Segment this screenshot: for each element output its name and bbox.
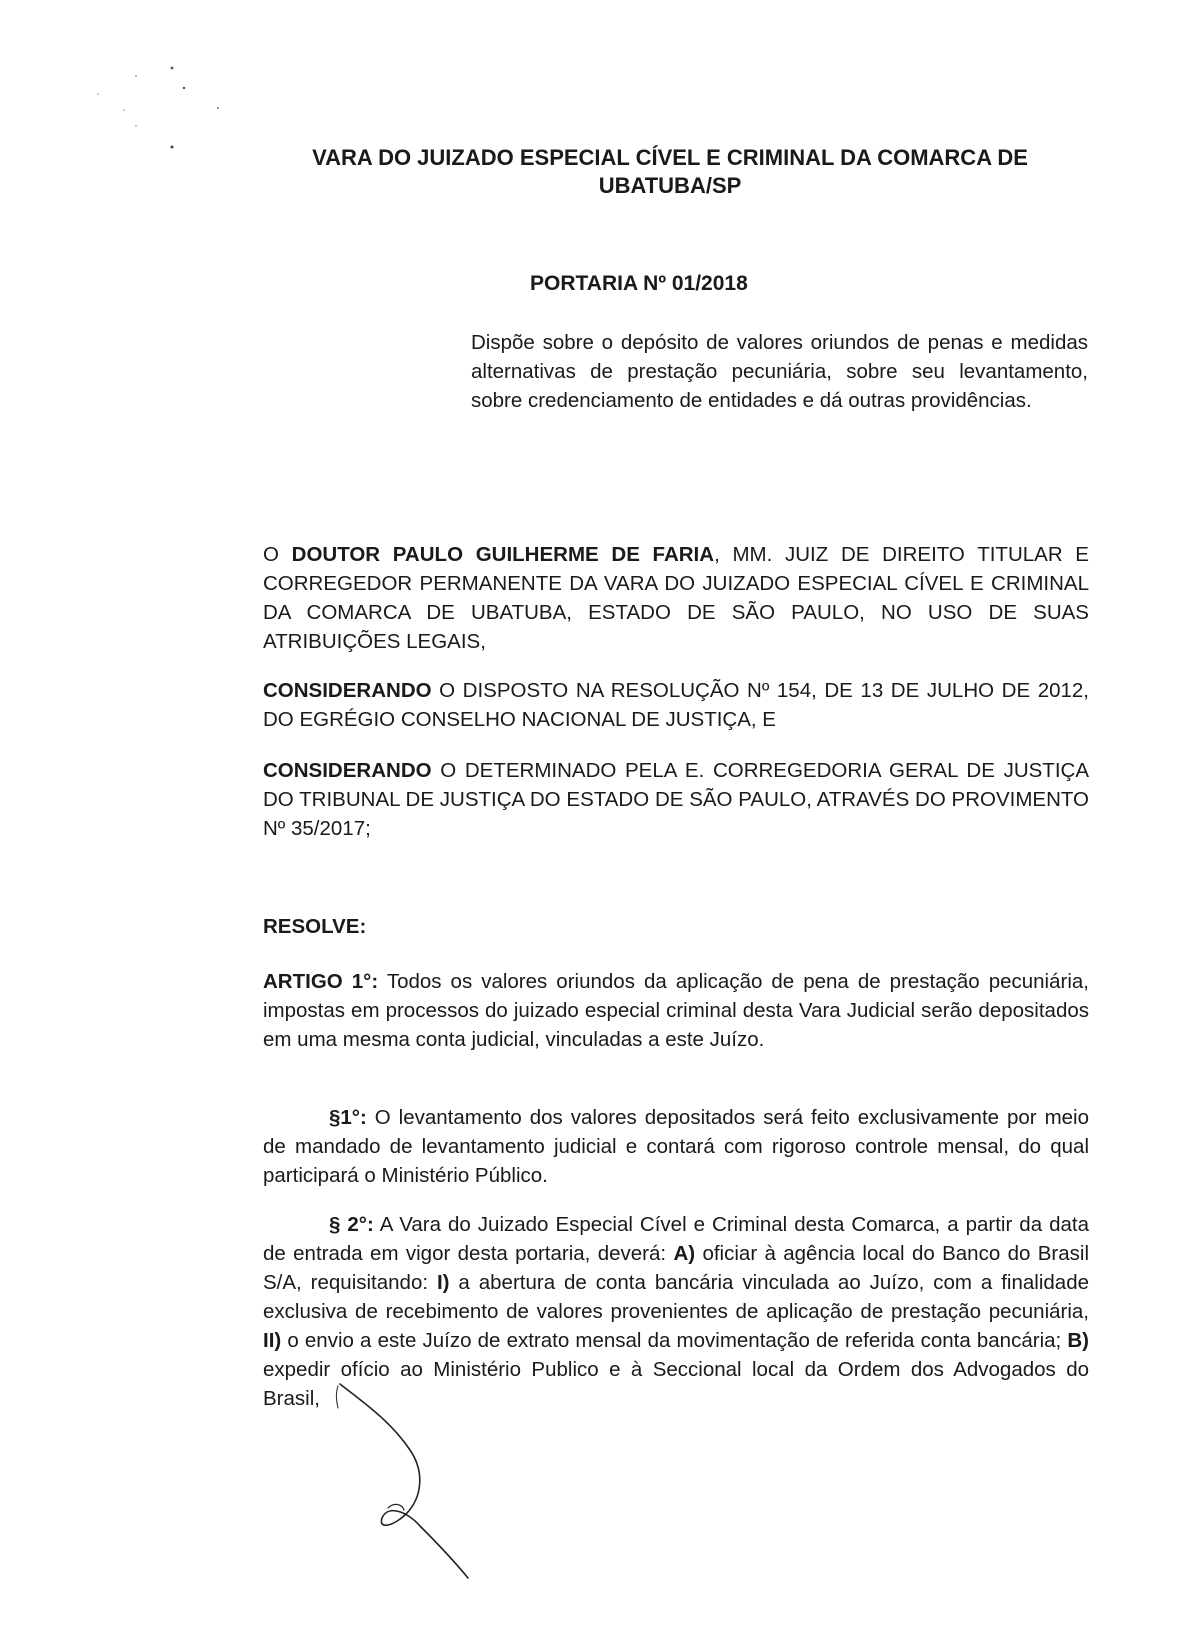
rubric-signature	[330, 1380, 490, 1580]
considerando-text: O DISPOSTO NA RESOLUÇÃO Nº 154, DE 13 DE JULHO DE 2012, DO EGRÉGIO CONSELHO NACIONAL DE JUSTIÇA, E	[263, 679, 1089, 731]
court-header	[250, 144, 1090, 200]
portaria-title: PORTARIA Nº 01/2018	[530, 272, 748, 295]
considerando-text: O DETERMINADO PELA E. CORREGEDORIA GERAL DE JUSTIÇA DO TRIBUNAL DE JUSTIÇA DO ESTADO DE SÃO PAULO, ATRAVÉS DO PROVIMENTO Nº 35/2017;	[263, 759, 1089, 840]
intro-text: , MM. JUIZ DE DIREITO TITULAR E CORREGEDOR PERMANENTE DA VARA DO JUIZADO ESPECIAL CÍVEL E CRIMINAL DA COMARCA DE UBATUBA, ESTADO DE SÃO PAULO, NO USO DE SUAS ATRIBUIÇÕES LEGAIS,	[263, 543, 1089, 653]
speck	[171, 67, 174, 70]
artigo-1-paragraph	[263, 967, 1089, 1054]
considerando-label: CONSIDERANDO	[263, 679, 432, 702]
considerando-label: CONSIDERANDO	[263, 759, 432, 782]
speck	[171, 146, 174, 149]
judge-name: DOUTOR PAULO GUILHERME DE FARIA	[291, 543, 715, 566]
resolve-heading: RESOLVE:	[263, 915, 367, 938]
speck	[135, 75, 137, 77]
court-header-line1: VARA DO JUIZADO ESPECIAL CÍVEL E CRIMINAL DA COMARCA DE	[312, 145, 1028, 170]
scan-specks	[80, 50, 240, 160]
paragrafo-1-text: O levantamento dos valores depositados será feito exclusivamente por meio de mandado de levantamento judicial e contará com rigoroso controle mensal, do qual participará o Ministério Público.	[263, 1106, 1089, 1187]
artigo-1-label: ARTIGO 1°:	[263, 970, 379, 993]
paragrafo-1-label: §1°:	[329, 1106, 367, 1129]
paragrafo-2-text: a abertura de conta bancária vinculada ao Juízo, com a finalidade exclusiva de recebimento de valores provenientes de aplicação de prestação pecuniária,	[263, 1271, 1089, 1323]
item-i-label: I)	[436, 1271, 450, 1294]
speck	[123, 109, 125, 111]
speck	[183, 87, 185, 89]
paragrafo-1	[263, 1103, 1089, 1190]
paragrafo-2-text: o envio a este Juízo de extrato mensal da movimentação de referida conta bancária;	[281, 1329, 1068, 1352]
item-b-label: B)	[1067, 1329, 1089, 1352]
speck	[97, 93, 99, 95]
intro-prefix: O	[263, 543, 292, 566]
paragrafo-2-text: expedir ofício ao Ministério Publico e à Seccional local da Ordem dos Advogados do Brasil,	[263, 1358, 1089, 1410]
court-header-line2: UBATUBA/SP	[598, 173, 742, 198]
item-a-label: A)	[673, 1242, 696, 1265]
paragrafo-2-text: oficiar à agência local do Banco do Brasil S/A, requisitando:	[263, 1242, 1089, 1294]
speck	[217, 107, 219, 109]
considerando-paragraph-1	[263, 676, 1089, 734]
intro-paragraph	[263, 540, 1089, 656]
ementa-paragraph: Dispõe sobre o depósito de valores oriundos de penas e medidas alternativas de prestação pecuniária, sobre seu levantamento, sobre credenciamento de entidades e dá outras providências.	[471, 331, 1088, 412]
considerando-paragraph-2	[263, 756, 1089, 843]
speck	[135, 125, 137, 127]
item-ii-label: II)	[263, 1329, 282, 1352]
paragrafo-2-text: A Vara do Juizado Especial Cível e Criminal desta Comarca, a partir da data de entrada em vigor desta portaria, deverá:	[263, 1213, 1089, 1265]
paragrafo-2-label: § 2°:	[329, 1213, 374, 1236]
artigo-1-text: Todos os valores oriundos da aplicação de pena de prestação pecuniária, impostas em processos do juizado especial criminal desta Vara Judicial serão depositados em uma mesma conta judicial, vinculadas a este Juízo.	[263, 970, 1089, 1051]
